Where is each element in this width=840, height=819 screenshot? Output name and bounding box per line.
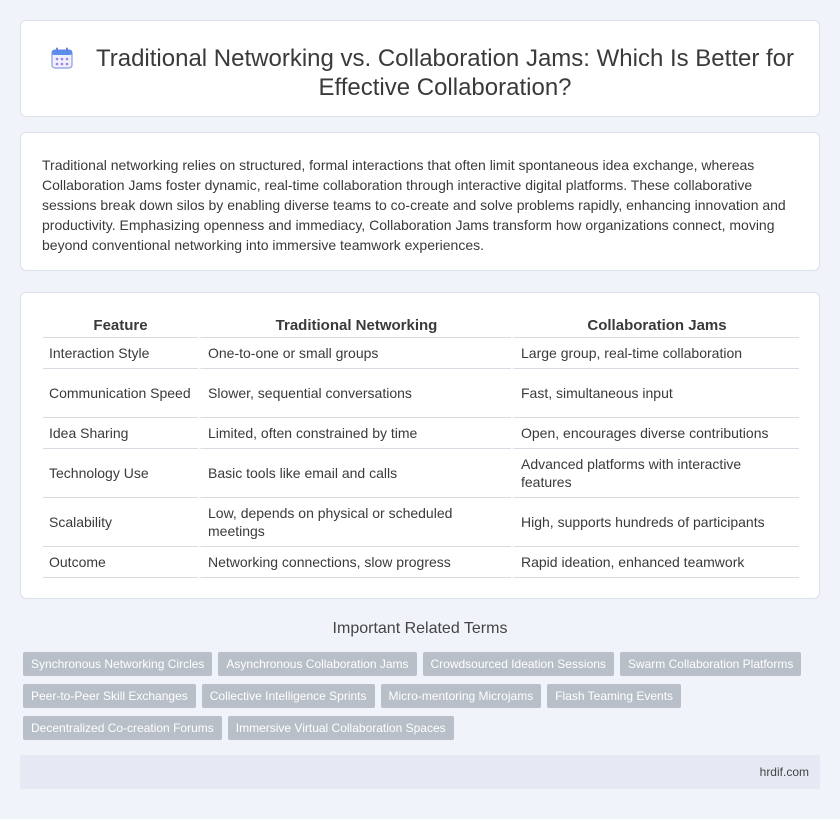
comparison-card [20, 292, 820, 599]
related-term-tag[interactable]: Synchronous Networking Circles [23, 652, 212, 676]
cell-feature: Idea Sharing [43, 418, 198, 449]
related-term-tag[interactable]: Swarm Collaboration Platforms [620, 652, 801, 676]
intro-paragraph: Traditional networking relies on structured, formal interactions that often limit spontaneous idea exchange, whereas Collaboration Jams foster dynamic, real-time collaboration through interactive digital platforms. These collaborative sessions break down silos by enabling diverse teams to co-create and solve problems rapidly, enhancing innovation and productivity. Emphasizing openness and immediacy, Collaboration Jams transform how organizations connect, moving beyond conventional networking into immersive teamwork experiences. [42, 157, 786, 253]
header-feature: Feature [43, 315, 198, 338]
related-terms-title: Important Related Terms [332, 620, 508, 637]
cell-jams: Large group, real-time collaboration [511, 338, 799, 369]
cell-feature: Scalability [43, 498, 198, 547]
related-term-tag[interactable]: Flash Teaming Events [547, 684, 681, 708]
cell-jams: Fast, simultaneous input [511, 369, 799, 418]
related-term-tag[interactable]: Micro-mentoring Microjams [381, 684, 542, 708]
comparison-table [43, 315, 799, 578]
related-term-tag[interactable]: Collective Intelligence Sprints [202, 684, 375, 708]
cell-feature: Technology Use [43, 449, 198, 498]
cell-feature: Outcome [43, 547, 198, 578]
footer [20, 755, 820, 789]
tag-row [23, 684, 823, 708]
tag-row [23, 716, 823, 740]
cell-jams: Open, encourages diverse contributions [511, 418, 799, 449]
related-term-tag[interactable]: Asynchronous Collaboration Jams [218, 652, 416, 676]
related-term-tag[interactable]: Immersive Virtual Collaboration Spaces [228, 716, 454, 740]
cell-traditional: Basic tools like email and calls [198, 449, 511, 498]
cell-feature: Interaction Style [43, 338, 198, 369]
table-row [43, 547, 799, 578]
footer-site-link[interactable]: hrdif.com [759, 765, 809, 779]
table-row [43, 338, 799, 369]
cell-traditional: Networking connections, slow progress [198, 547, 511, 578]
related-term-tag[interactable]: Peer-to-Peer Skill Exchanges [23, 684, 196, 708]
title-card [20, 20, 820, 117]
table-row [43, 449, 799, 498]
header-collaboration-jams: Collaboration Jams [511, 315, 799, 338]
related-term-tag[interactable]: Decentralized Co-creation Forums [23, 716, 222, 740]
cell-jams: Rapid ideation, enhanced teamwork [511, 547, 799, 578]
table-header-row [43, 315, 799, 338]
cell-traditional: One-to-one or small groups [198, 338, 511, 369]
page-title: Traditional Networking vs. Collaboration Jams: Which Is Better for Effective Collaboration? [95, 45, 795, 101]
related-terms-list [23, 652, 823, 748]
cell-jams: High, supports hundreds of participants [511, 498, 799, 547]
cell-traditional: Slower, sequential conversations [198, 369, 511, 418]
table-row [43, 498, 799, 547]
header-traditional-networking: Traditional Networking [198, 315, 511, 338]
table-row [43, 369, 799, 418]
tag-row [23, 652, 823, 676]
calendar-icon [50, 46, 74, 70]
intro-card [20, 132, 820, 271]
cell-feature: Communication Speed [43, 369, 198, 418]
cell-jams: Advanced platforms with interactive features [511, 449, 799, 498]
cell-traditional: Low, depends on physical or scheduled meetings [198, 498, 511, 547]
cell-traditional: Limited, often constrained by time [198, 418, 511, 449]
related-term-tag[interactable]: Crowdsourced Ideation Sessions [423, 652, 614, 676]
table-row [43, 418, 799, 449]
